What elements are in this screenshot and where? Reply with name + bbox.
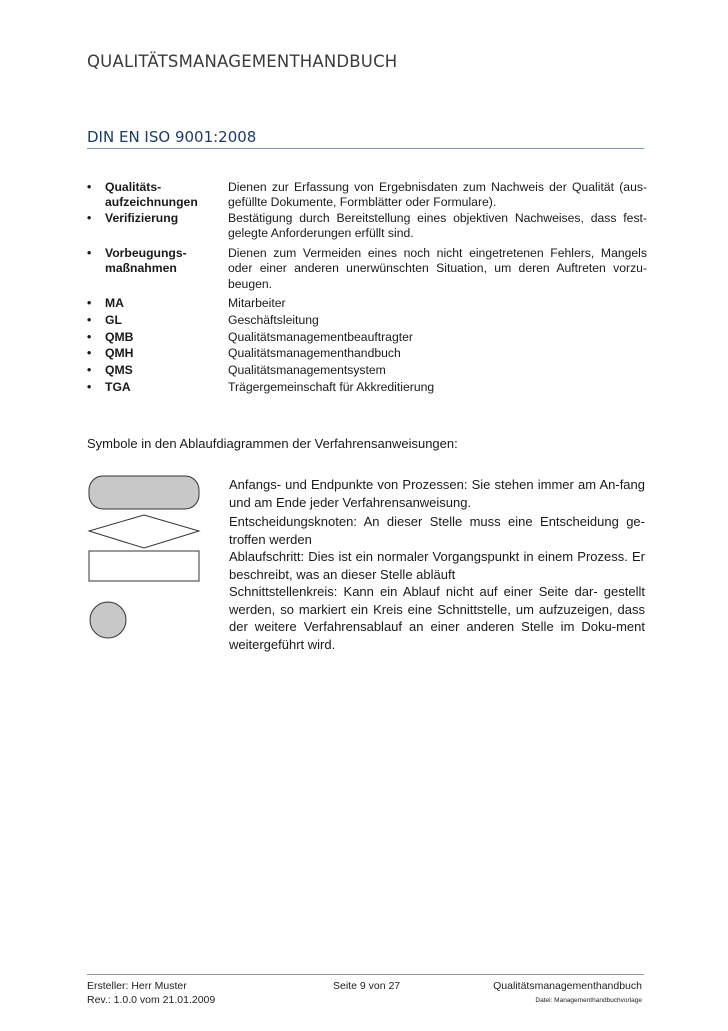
- definition-text: Mitarbeiter: [228, 296, 286, 310]
- definition-term: QMH: [105, 346, 134, 360]
- definition-text: Geschäftsleitung: [228, 313, 319, 327]
- definition-row: [87, 296, 647, 311]
- footer-page-number: Seite 9 von 27: [333, 980, 401, 992]
- bullet-icon: •: [87, 211, 92, 225]
- decision-symbol: [89, 515, 199, 548]
- definition-text: Bestätigung durch Bereitstellung eines objektiven Nachweises, dass fest-gelegte Anforderungen erfüllt sind.: [228, 211, 647, 241]
- definition-term: aufzeichnungen: [105, 195, 198, 210]
- bullet-icon: •: [87, 380, 92, 394]
- terminator-symbol: [89, 476, 199, 509]
- definition-text: Trägergemeinschaft für Akkreditierung: [228, 380, 435, 394]
- definition-term: maßnahmen: [105, 261, 177, 276]
- footer-doc-title: Qualitätsmanagementhandbuch: [493, 980, 642, 992]
- symbol-description: Schnittstellenkreis: Kann ein Ablauf nicht auf einer Seite dar- gestellt werden, so markiert ein Kreis eine Schnittstelle, um aufzuzeigen, dass der weitere Verfahrensablauf an einer anderen Stelle im Doku-ment weitergeführt wird.: [229, 584, 645, 652]
- bullet-icon: •: [87, 363, 92, 377]
- flowchart-symbols: [86, 472, 206, 642]
- definition-text: Qualitätsmanagementhandbuch: [228, 346, 401, 360]
- symbols-heading: Symbole in den Ablaufdiagrammen der Verfahrensanweisungen:: [87, 436, 458, 451]
- process-symbol: [89, 551, 199, 581]
- bullet-icon: •: [87, 330, 92, 344]
- bullet-icon: •: [87, 296, 92, 310]
- section-title: DIN EN ISO 9001:2008: [87, 128, 257, 146]
- definition-row: [87, 180, 647, 211]
- definition-term: Verifizierung: [105, 211, 179, 225]
- definition-term: MA: [105, 296, 124, 310]
- definition-text: Dienen zum Vermeiden eines noch nicht eingetretenen Fehlers, Mangels oder einer anderen unerwünschten Situation, um deren Auftreten vorzu-beugen.: [228, 246, 647, 291]
- definition-term: TGA: [105, 380, 131, 394]
- bullet-icon: •: [87, 346, 92, 360]
- section-rule: [87, 148, 644, 149]
- definition-term: Vorbeugungs-: [105, 246, 187, 260]
- bullet-icon: •: [87, 313, 92, 327]
- definition-row: [87, 313, 647, 328]
- running-header: QUALITÄTSMANAGEMENTHANDBUCH: [87, 52, 398, 71]
- symbol-description: Ablaufschritt: Dies ist ein normaler Vorgangspunkt in einem Prozess. Er beschreibt, was an dieser Stelle abläuft: [229, 549, 645, 582]
- definition-text: Qualitätsmanagementbeauftragter: [228, 330, 413, 344]
- bullet-icon: •: [87, 246, 92, 260]
- definition-row: [87, 363, 647, 378]
- definition-row: [87, 211, 647, 242]
- footer-revision: Rev.: 1.0.0 vom 21.01.2009: [87, 994, 216, 1006]
- footer-rule: [87, 974, 644, 975]
- definition-text: Qualitätsmanagementsystem: [228, 363, 386, 377]
- definition-row: [87, 346, 647, 361]
- symbol-description: Entscheidungsknoten: An dieser Stelle muss eine Entscheidung ge-troffen werden: [229, 514, 645, 547]
- footer-file: Datei: Managementhandbuchvorlage: [535, 997, 642, 1004]
- definition-term: GL: [105, 313, 122, 327]
- definition-term: Qualitäts-: [105, 180, 162, 194]
- connector-symbol: [90, 602, 126, 638]
- definition-term: QMB: [105, 330, 134, 344]
- footer-author: Ersteller: Herr Muster: [87, 980, 187, 992]
- definition-text: Dienen zur Erfassung von Ergebnisdaten zum Nachweis der Qualität (aus-gefüllte Dokumente, Formblätter oder Formulare).: [228, 180, 647, 210]
- definition-term: QMS: [105, 363, 133, 377]
- bullet-icon: •: [87, 180, 92, 194]
- definition-row: [87, 330, 647, 345]
- definition-row: [87, 246, 647, 292]
- definition-row: [87, 380, 647, 395]
- symbol-description: Anfangs- und Endpunkte von Prozessen: Sie stehen immer am An-fang und am Ende jeder Verfahrensanweisung.: [229, 477, 645, 510]
